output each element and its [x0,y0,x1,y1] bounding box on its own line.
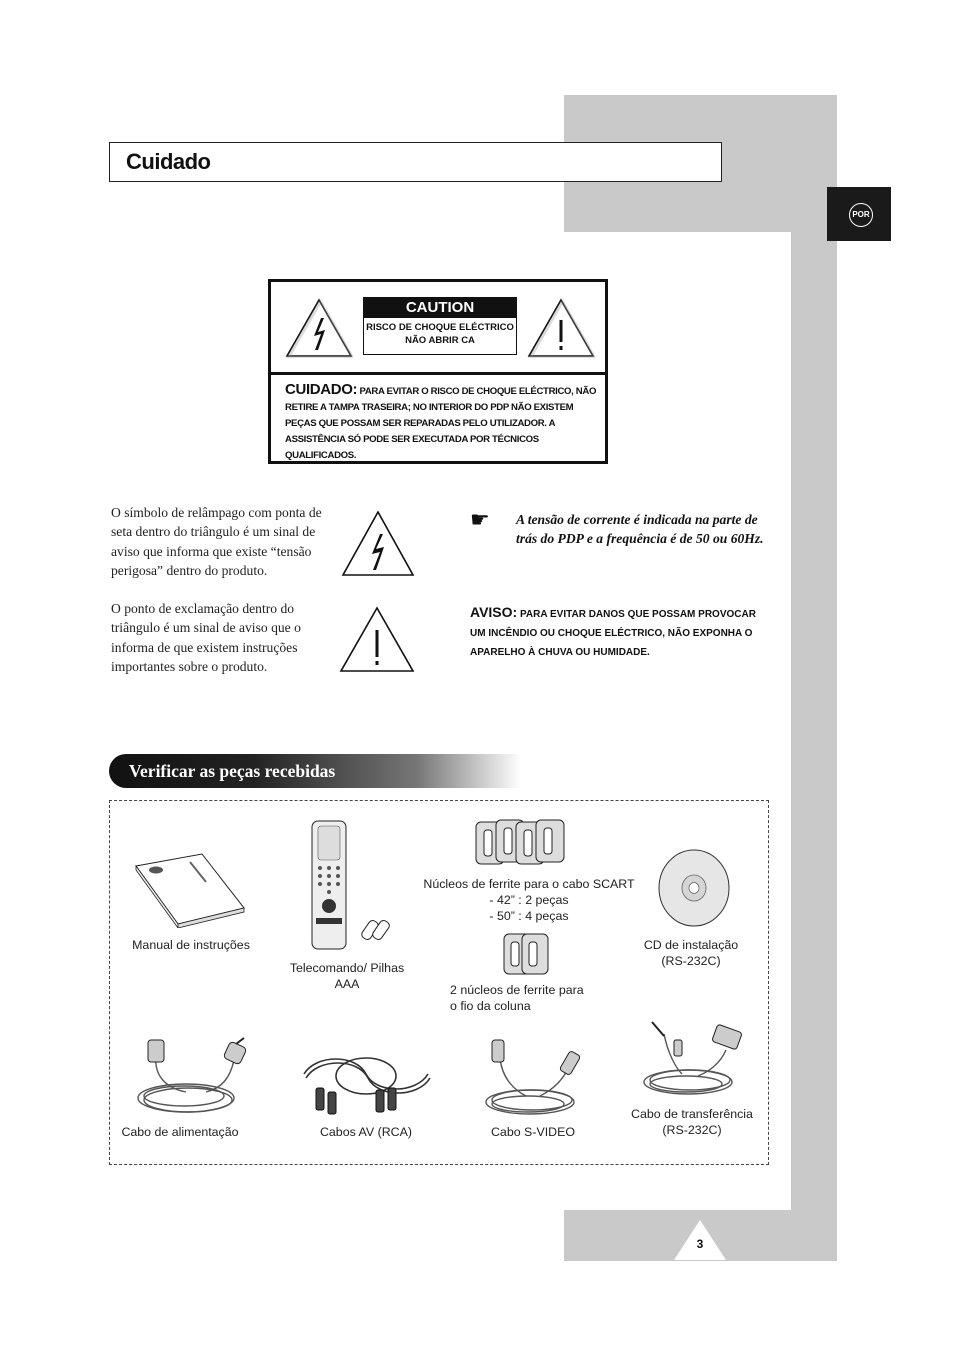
voltage-note: A tensão de corrente é indicada na parte de trás do PDP e a frequência é de 50 ou 60Hz. [516,512,764,546]
aviso-warning [470,603,770,662]
caution-label-line1: RISCO DE CHOQUE ELÉCTRICO [366,322,514,333]
caution-label-subtitle [364,321,516,347]
exclamation-warning-icon [527,298,595,358]
exclamation-triangle-icon [338,606,416,674]
cd-caption [626,937,756,969]
power-cable-caption: Cabo de alimentação [121,1125,239,1139]
title-box [109,142,722,182]
caution-text-body: PARA EVITAR O RISCO DE CHOQUE ELÉCTRICO, NÃO RETIRE A TAMPA TRASEIRA; NO INTERIOR DO PDP NÃO EXISTEM PEÇAS QUE POSSAM SER REPARADAS PELO UTILIZADOR. A ASSISTÊNCIA SÓ PODE SER EXECUTADA POR TÉCNICOS QUALIFICADOS. [285,386,597,461]
caution-label-title: CAUTION [364,298,516,318]
caution-label-line2: NÃO ABRIR CA [405,335,475,346]
pointing-hand-icon: ☛ [470,507,490,532]
ferrite-speaker-caption [450,982,606,1014]
av-cables-icon [296,1044,436,1118]
caution-label-box [363,297,517,355]
cd-caption-line1: CD de instalação [643,938,739,952]
cd-caption-line2: (RS-232C) [661,954,721,968]
section-title: Verificar as peças recebidas [129,761,336,781]
transfer-cable-caption [626,1106,758,1138]
language-tab-label: POR [849,203,873,227]
lightning-triangle-icon [340,510,416,578]
aviso-lead: AVISO: [470,604,518,620]
transfer-cable-icon [638,1020,750,1100]
gray-frame-side [791,95,837,1261]
ferrite-speaker-caption-line2: o fio da coluna [450,999,531,1013]
caution-divider [271,372,605,375]
av-cables-caption: Cabos AV (RCA) [319,1125,413,1139]
caution-box [268,279,608,464]
lightning-warning-icon [285,298,353,358]
caution-text-lead: CUIDADO: [285,381,358,398]
manual-caption: Manual de instruções [132,938,250,952]
lightning-symbol-description: O símbolo de relâmpago com ponta de seta dentro do triângulo é um sinal de aviso que informa que existe “tensão perigosa” dentro do produto. [111,505,322,579]
ferrite-scart-caption [414,876,644,924]
aviso-body: PARA EVITAR DANOS QUE POSSAM PROVOCAR UM INCÊNDIO OU CHOQUE ELÉCTRICO, NÃO EXPONHA O APARELHO À CHUVA OU HUMIDADE. [470,609,756,658]
transfer-cable-caption-line1: Cabo de transferência [631,1107,753,1121]
section-header-bar [109,754,521,788]
ferrite-cores-scart-icon [474,818,586,868]
transfer-cable-caption-line2: (RS-232C) [662,1123,722,1137]
ferrite-speaker-caption-line1: 2 núcleos de ferrite para [450,983,584,997]
manual-icon [134,852,246,928]
cd-icon [656,848,732,928]
ferrite-cores-speaker-icon [502,932,552,976]
exclamation-symbol-description: O ponto de exclamação dentro do triângulo é um sinal de aviso que o informa de que existem instruções importantes sobre o produto. [111,601,301,675]
remote-control-icon [310,820,398,952]
caution-text [285,382,597,464]
remote-caption-line2: AAA [334,977,360,991]
ferrite-scart-caption-line3: - 50” : 4 peças [489,909,569,923]
svideo-cable-caption: Cabo S-VIDEO [490,1125,575,1139]
svideo-cable-icon [480,1038,586,1118]
page-title: Cuidado [126,149,211,174]
page-number: 3 [696,1237,704,1251]
language-tab [827,187,891,241]
ferrite-scart-caption-line1: Núcleos de ferrite para o cabo SCART [423,877,635,891]
remote-caption [281,960,413,992]
power-cable-icon [126,1036,266,1120]
remote-caption-line1: Telecomando/ Pilhas [289,961,405,975]
ferrite-scart-caption-line2: - 42” : 2 peças [489,893,569,907]
